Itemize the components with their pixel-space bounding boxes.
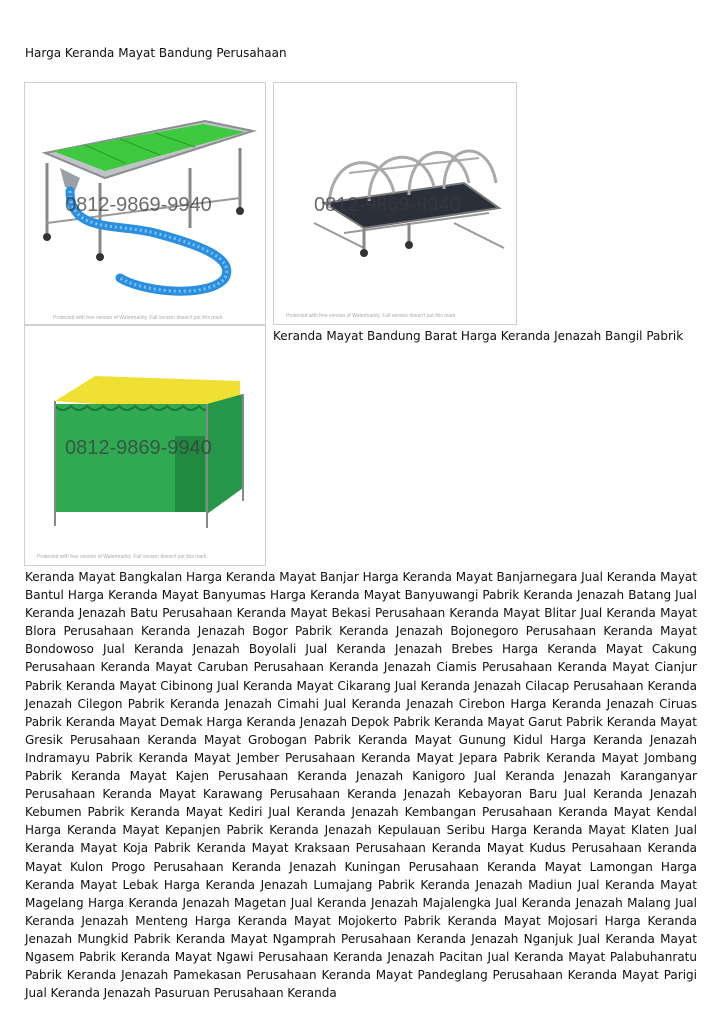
product-image-stretcher-frame[interactable]: [273, 82, 517, 325]
watermark-phone: 0812-9869-9940: [314, 194, 461, 216]
watermark-footer: Protected with free version of Watermarkly. Full version doesn't put this mark.: [37, 554, 208, 560]
product-image-stretcher-table[interactable]: [24, 82, 266, 325]
product-image-tent[interactable]: [24, 325, 266, 566]
watermark-footer: Protected with free version of Watermarkly. Full version doesn't put this mark.: [53, 315, 224, 321]
stretcher-table-illustration: [25, 83, 265, 324]
watermark-footer: Protected with free version of Watermarkly. Full version doesn't put this mark.: [286, 313, 457, 319]
page-title: Harga Keranda Mayat Bandung Perusahaan: [25, 46, 287, 60]
tent-illustration: [25, 326, 265, 565]
watermark-phone: 0812-9869-9940: [65, 437, 212, 459]
image-caption: Keranda Mayat Bandung Barat Harga Keranda Jenazah Bangil Pabrik: [273, 329, 684, 343]
body-paragraph: Keranda Mayat Bangkalan Harga Keranda Mayat Banjar Harga Keranda Mayat Banjarnegara Jual Keranda Mayat Bantul Harga Keranda Mayat Banyumas Harga Keranda Mayat Banyuwangi Pabrik Keranda Jenazah Batang Jual Keranda Jenazah Batu Perusahaan Keranda Mayat Bekasi Perusahaan Keranda Mayat Blitar Jual Keranda Mayat Blora Perusahaan Keranda Jenazah Bogor Pabrik Keranda Jenazah Bojonegoro Perusahaan Keranda Mayat Bondowoso Jual Keranda Jenazah Boyolali Jual Keranda Jenazah Brebes Harga Keranda Mayat Cakung Perusahaan Keranda Mayat Caruban Perusahaan Keranda Jenazah Ciamis Perusahaan Keranda Mayat Cianjur Pabrik Keranda Mayat Cibinong Jual Keranda Mayat Cikarang Jual Keranda Jenazah Cilacap Perusahaan Keranda Jenazah Cilegon Pabrik Keranda Jenazah Cimahi Jual Keranda Jenazah Cirebon Harga Keranda Jenazah Ciruas Pabrik Keranda Mayat Demak Harga Keranda Jenazah Depok Pabrik Keranda Mayat Garut Pabrik Keranda Mayat Gresik Perusahaan Keranda Mayat Grobogan Pabrik Keranda Mayat Gunung Kidul Harga Keranda Jenazah Indramayu Pabrik Keranda Mayat Jember Perusahaan Keranda Mayat Jepara Pabrik Keranda Mayat Jombang Pabrik Keranda Mayat Kajen Perusahaan Keranda Jenazah Kanigoro Jual Keranda Jenazah Karanganyar Perusahaan Keranda Mayat Karawang Perusahaan Keranda Jenazah Kebayoran Baru Jual Keranda Jenazah Kebumen Pabrik Keranda Mayat Kediri Jual Keranda Jenazah Kembangan Perusahaan Keranda Mayat Kendal Harga Keranda Mayat Kepanjen Pabrik Keranda Jenazah Kepulauan Seribu Harga Keranda Mayat Klaten Jual Keranda Mayat Koja Pabrik Keranda Mayat Kraksaan Perusahaan Keranda Mayat Kudus Perusahaan Keranda Mayat Kulon Progo Perusahaan Keranda Jenazah Kuningan Perusahaan Keranda Mayat Lamongan Harga Keranda Mayat Lebak Harga Keranda Jenazah Lumajang Pabrik Keranda Jenazah Madiun Jual Keranda Mayat Magelang Harga Keranda Jenazah Magetan Jual Keranda Jenazah Majalengka Jual Keranda Jenazah Malang Jual Keranda Jenazah Menteng Harga Keranda Mayat Mojokerto Pabrik Keranda Mayat Mojosari Harga Keranda Jenazah Mungkid Pabrik Keranda Mayat Ngamprah Perusahaan Keranda Jenazah Nganjuk Jual Keranda Mayat Ngasem Pabrik Keranda Mayat Ngawi Perusahaan Keranda Jenazah Pacitan Jual Keranda Mayat Palabuhanratu Pabrik Keranda Jenazah Pamekasan Perusahaan Keranda Mayat Pandeglang Perusahaan Keranda Mayat Parigi Jual Keranda Jenazah Pasuruan Perusahaan Keranda: [25, 570, 697, 1001]
watermark-phone: 0812-9869-9940: [65, 194, 212, 216]
stretcher-frame-illustration: [274, 83, 516, 324]
